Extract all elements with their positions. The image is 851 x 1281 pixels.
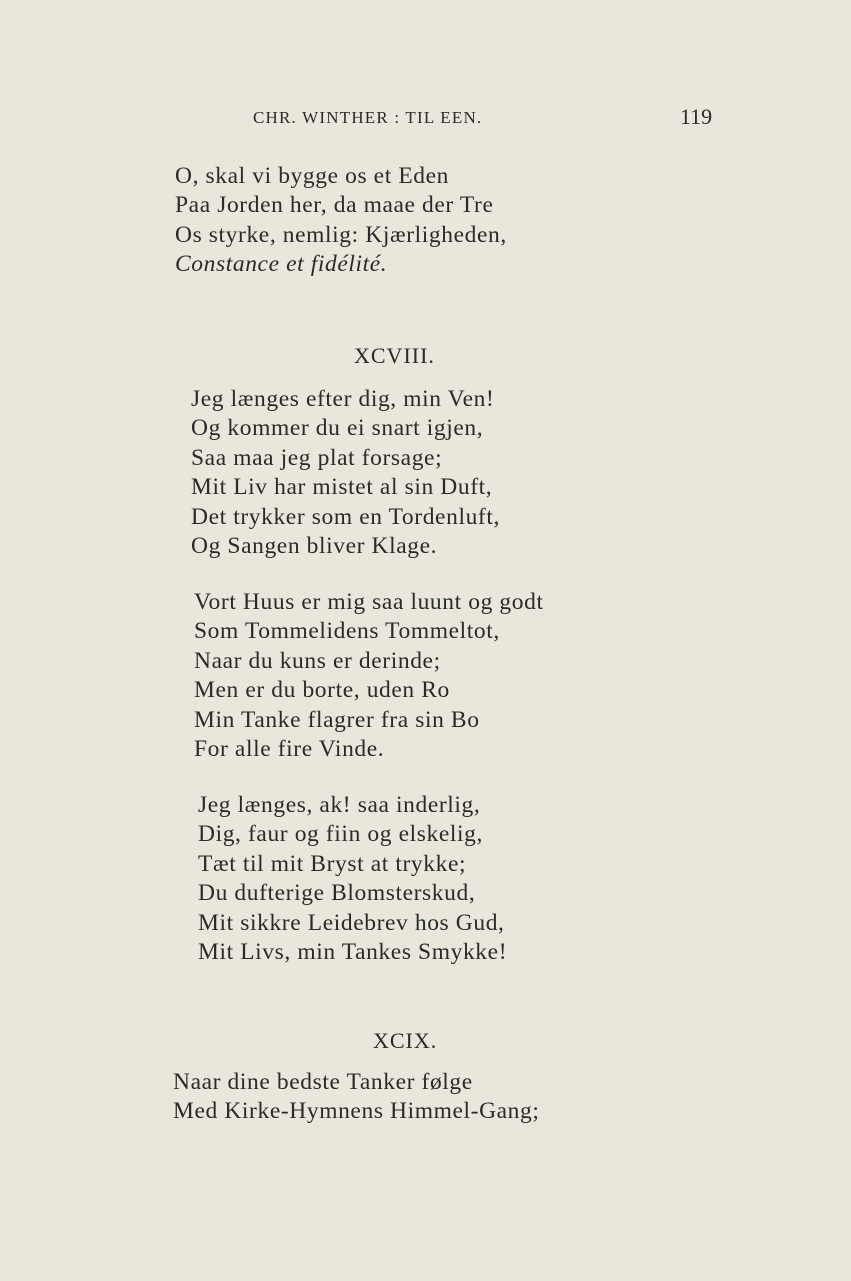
page-number: 119 xyxy=(680,104,713,129)
poem-line: Mit sikkre Leidebrev hos Gud, xyxy=(198,909,505,936)
poem-line: Og kommer du ei snart igjen, xyxy=(191,415,484,442)
poem-line: Os styrke, nemlig: Kjærligheden, xyxy=(175,221,507,248)
stanza-98-2 xyxy=(194,588,544,764)
poem-line: Naar dine bedste Tanker følge xyxy=(173,1069,473,1095)
poem-line: Tæt til mit Bryst at trykke; xyxy=(198,850,467,877)
poem-line: Mit Livs, min Tankes Smykke! xyxy=(198,939,508,966)
poem-line: Men er du borte, uden Ro xyxy=(194,677,450,704)
stanza-98-1 xyxy=(191,385,500,561)
poem-line: Du dufterige Blomsterskud, xyxy=(198,880,476,907)
stanza-continued xyxy=(175,162,507,280)
poem-line: Naar du kuns er derinde; xyxy=(194,647,441,674)
poem-line: O, skal vi bygge os et Eden xyxy=(175,163,449,189)
poem-line: Min Tanke flagrer fra sin Bo xyxy=(194,706,480,733)
poem-line-italic: Constance et fidélité. xyxy=(175,251,388,278)
stanza-98-3 xyxy=(198,791,507,967)
poem-line: Med Kirke-Hymnens Himmel-Gang; xyxy=(173,1098,540,1125)
page-header xyxy=(0,104,851,138)
poem-line: Dig, faur og fiin og elskelig, xyxy=(198,821,483,848)
section-heading-98: XCVIII. xyxy=(354,343,435,368)
running-head: CHR. WINTHER : TIL EEN. xyxy=(253,108,483,127)
poem-line: Jeg længes efter dig, min Ven! xyxy=(191,386,495,412)
poem-line: Vort Huus er mig saa luunt og godt xyxy=(194,589,544,615)
poem-line: Mit Liv har mistet al sin Duft, xyxy=(191,474,493,501)
poem-line: Det trykker som en Tordenluft, xyxy=(191,503,500,530)
poem-line: Saa maa jeg plat forsage; xyxy=(191,444,443,471)
stanza-99-1 xyxy=(173,1068,540,1127)
poem-line: Som Tommelidens Tommeltot, xyxy=(194,618,500,645)
poem-line: Og Sangen bliver Klage. xyxy=(191,533,438,560)
poem-line: Paa Jorden her, da maae der Tre xyxy=(175,192,494,219)
poem-line: For alle fire Vinde. xyxy=(194,736,385,763)
section-heading-99: XCIX. xyxy=(373,1028,438,1053)
poem-line: Jeg længes, ak! saa inderlig, xyxy=(198,792,481,818)
